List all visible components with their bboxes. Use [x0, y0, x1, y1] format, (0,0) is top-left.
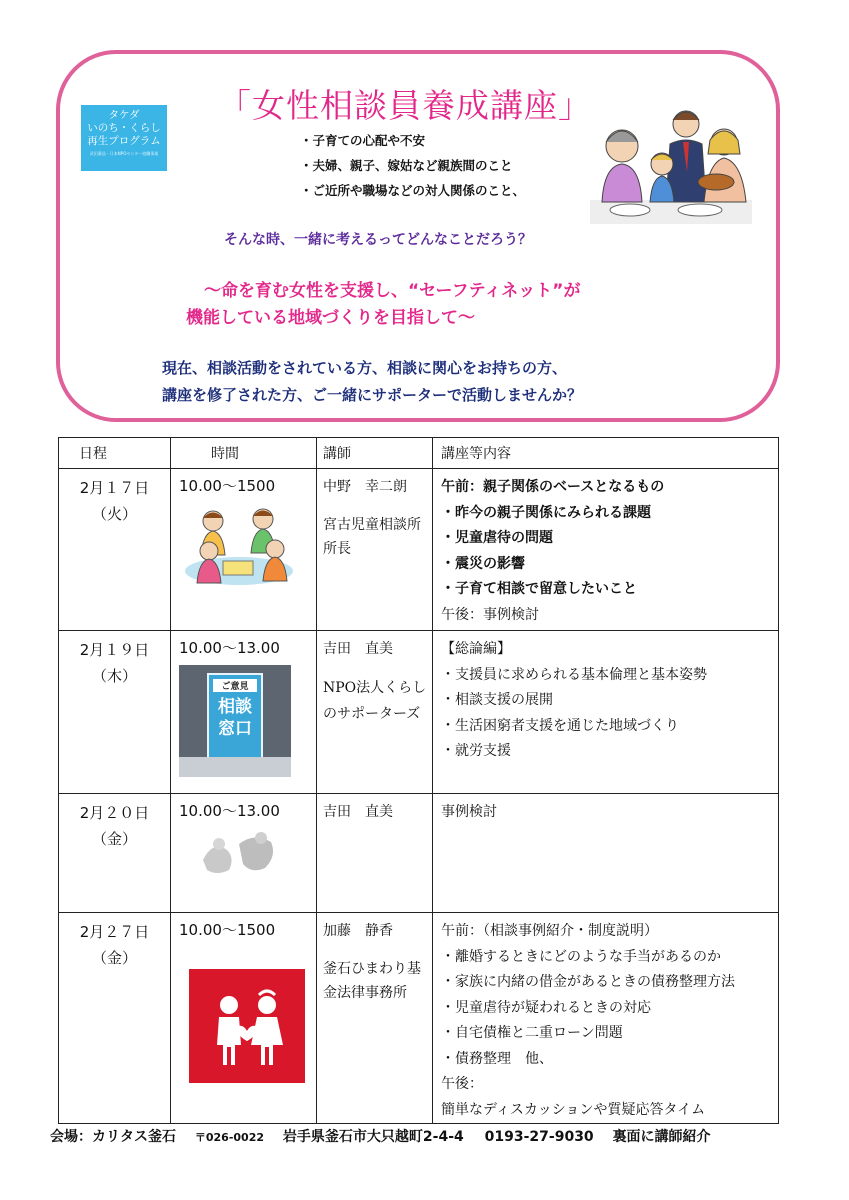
page-title: 「女性相談員養成講座」	[218, 86, 592, 125]
concern-item: ・ご近所や職場などの対人関係のこと、	[300, 183, 526, 198]
content-cell	[433, 794, 779, 913]
content-line: ・震災の影響	[441, 555, 525, 572]
header-lecturer: 講師	[317, 438, 433, 469]
content-line: 【総論編】	[441, 641, 511, 657]
time-text: 10.00～13.00	[179, 802, 280, 820]
content-line: ・離婚するときにどのような手当があるのか	[441, 948, 721, 965]
content-line: ・支援員に求められる基本倫理と基本姿勢	[441, 666, 707, 683]
weekday-text: （火）	[91, 505, 137, 523]
footer	[50, 1126, 711, 1146]
lecturer-name: 吉田 直美	[323, 641, 393, 657]
content-line: ・生活困窮者支援を通じた地域づくり	[441, 717, 679, 734]
content-line: ・昨今の親子関係にみられる課題	[441, 504, 651, 521]
content-line: ・児童虐待が疑われるときの対応	[441, 999, 651, 1016]
sign-small-text: ご意見	[213, 679, 257, 692]
content-line: 午前：親子関係のベースとなるもの	[441, 479, 665, 495]
content-line: ・家族に内緒の借金があるときの債務整理方法	[441, 974, 735, 990]
time-cell	[171, 913, 317, 1124]
content-line: ・児童虐待の問題	[441, 530, 553, 546]
postal-code: 〒026-0022	[194, 1131, 265, 1144]
program-logo	[81, 105, 167, 171]
schedule-table	[58, 437, 779, 1124]
table-row	[59, 469, 779, 631]
lecturer-org: 宮古児童相談所	[323, 517, 421, 533]
sign-text-1: 相談	[218, 697, 252, 717]
slogan-line-2: 機能している地域づくりを目指して～	[186, 308, 475, 328]
invite-line-1: 現在、相談活動をされている方、相談に関心をお持ちの方、	[162, 359, 568, 377]
children-playing-illustration	[183, 503, 295, 587]
content-line: 午後：	[441, 1076, 483, 1092]
time-text: 10.00～13.00	[179, 639, 280, 657]
content-line: ・債務整理 他、	[441, 1050, 553, 1067]
consultation-desk-photo	[179, 665, 291, 777]
lecturer-cell	[317, 794, 433, 913]
logo-line-1: タケダ	[108, 109, 140, 121]
content-line: 事例検討	[441, 804, 497, 820]
lecturer-org: 釜石ひまわり基金法律事務所	[323, 961, 421, 1001]
header-time: 時間	[171, 438, 317, 469]
concerns-list	[300, 128, 525, 203]
concern-item: ・子育ての心配や不安	[300, 133, 426, 148]
logo-line-4: 武田薬品・日本NPOセンター協働事業	[89, 151, 159, 156]
content-line: ・就労支援	[441, 743, 511, 759]
phone-number: 0193-27-9030	[484, 1129, 594, 1145]
date-cell	[59, 469, 171, 631]
table-row	[59, 794, 779, 913]
date-cell	[59, 794, 171, 913]
date-text: 2月１９日	[79, 641, 150, 659]
slogan	[186, 278, 580, 332]
lecturer-name: 吉田 直美	[323, 804, 393, 820]
logo-line-3: 再生プログラム	[87, 135, 161, 147]
header-date: 日程	[59, 438, 171, 469]
faded-figures-illustration	[199, 830, 281, 880]
content-line: 簡単なディスカッションや質疑応答タイム	[441, 1101, 706, 1118]
header-content: 講座等内容	[433, 438, 779, 469]
lecturer-cell	[317, 913, 433, 1124]
slogan-line-1: ～命を育む女性を支援し、“セーフティネット”が	[204, 281, 581, 301]
lecturer-name: 加藤 静香	[323, 923, 393, 939]
time-text: 10.00～1500	[179, 477, 276, 495]
content-cell	[433, 913, 779, 1124]
invitation-text	[162, 355, 582, 409]
table-header-row	[59, 438, 779, 469]
content-line: ・相談支援の展開	[441, 692, 553, 708]
time-cell	[171, 631, 317, 794]
weekday-text: （金）	[91, 830, 137, 848]
couple-heart-icon	[189, 969, 305, 1083]
date-text: 2月２０日	[79, 804, 150, 822]
content-line: ・子育て相談で留意したいこと	[441, 581, 637, 597]
logo-line-2: いのち・くらし	[87, 122, 161, 134]
sign-text-2: 窓口	[218, 719, 252, 739]
lecturer-title: 所長	[323, 541, 351, 557]
address: 岩手県釜石市大只越町2-4-4	[282, 1129, 464, 1145]
date-text: 2月１７日	[79, 479, 150, 497]
content-cell	[433, 469, 779, 631]
content-cell	[433, 631, 779, 794]
concern-item: ・夫婦、親子、嫁姑など親族間のこと	[300, 158, 513, 173]
family-dinner-illustration	[590, 102, 752, 224]
table-row	[59, 631, 779, 794]
table-row	[59, 913, 779, 1124]
content-line: 午前：（相談事例紹介・制度説明）	[441, 923, 658, 939]
lecturer-cell	[317, 631, 433, 794]
date-text: 2月２７日	[79, 923, 150, 941]
question-text: そんな時、一緒に考えるってどんなことだろう？	[224, 232, 532, 248]
venue: 会場：カリタス釜石	[50, 1129, 176, 1145]
weekday-text: （金）	[91, 949, 137, 967]
lecturer-intro-note: 裏面に講師紹介	[612, 1129, 711, 1145]
content-line: ・自宅債権と二重ローン問題	[441, 1025, 623, 1041]
invite-line-2: 講座を修了された方、ご一緒にサポーターで活動しませんか？	[162, 386, 583, 404]
weekday-text: （木）	[91, 667, 137, 685]
time-cell	[171, 794, 317, 913]
time-text: 10.00～1500	[179, 921, 276, 939]
content-line: 午後：事例検討	[441, 606, 539, 623]
time-cell	[171, 469, 317, 631]
date-cell	[59, 913, 171, 1124]
lecturer-name: 中野 幸二朗	[323, 479, 407, 495]
date-cell	[59, 631, 171, 794]
lecturer-org: NPO法人くらしのサポーターズ	[323, 680, 427, 722]
lecturer-cell	[317, 469, 433, 631]
